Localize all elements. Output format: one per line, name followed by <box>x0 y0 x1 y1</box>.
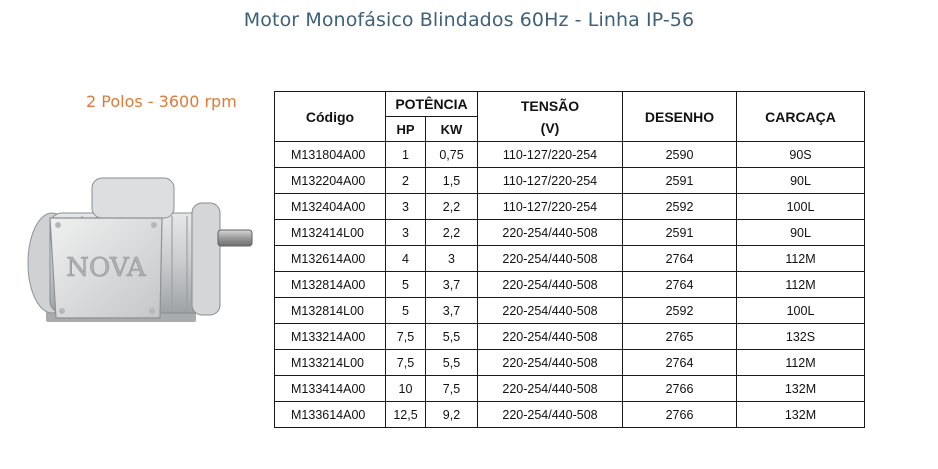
table-row <box>275 194 865 220</box>
table-row <box>275 220 865 246</box>
cell-carcaca: 132M <box>737 402 865 428</box>
cell-codigo: M132404A00 <box>275 194 386 220</box>
cell-carcaca: 100L <box>737 194 865 220</box>
page-title: Motor Monofásico Blindados 60Hz - Linha IP-56 <box>243 9 695 31</box>
cell-tensao: 110-127/220-254 <box>478 168 623 194</box>
cell-tensao: 220-254/440-508 <box>478 272 623 298</box>
table-row <box>275 350 865 376</box>
cell-hp: 5 <box>386 272 426 298</box>
header-kw: KW <box>426 117 478 142</box>
cell-desenho: 2766 <box>623 402 737 428</box>
cell-kw: 5,5 <box>426 350 478 376</box>
cell-tensao: 220-254/440-508 <box>478 376 623 402</box>
cell-hp: 7,5 <box>386 324 426 350</box>
spec-table-body <box>275 142 865 428</box>
cell-carcaca: 112M <box>737 272 865 298</box>
cell-tensao: 220-254/440-508 <box>478 350 623 376</box>
cell-carcaca: 90L <box>737 168 865 194</box>
table-row <box>275 272 865 298</box>
cell-codigo: M133414A00 <box>275 376 386 402</box>
cell-codigo: M132614A00 <box>275 246 386 272</box>
cell-tensao: 220-254/440-508 <box>478 220 623 246</box>
cell-tensao: 110-127/220-254 <box>478 142 623 168</box>
cell-codigo: M132814A00 <box>275 272 386 298</box>
cell-carcaca: 112M <box>737 350 865 376</box>
header-desenho: DESENHO <box>623 92 737 142</box>
motor-spec-table <box>274 91 865 428</box>
cell-hp: 3 <box>386 194 426 220</box>
cell-hp: 3 <box>386 220 426 246</box>
motor-shaft <box>218 230 252 246</box>
cell-hp: 7,5 <box>386 350 426 376</box>
cell-kw: 3 <box>426 246 478 272</box>
cell-tensao: 220-254/440-508 <box>478 298 623 324</box>
table-row <box>275 246 865 272</box>
cell-desenho: 2592 <box>623 194 737 220</box>
cell-codigo: M133214A00 <box>275 324 386 350</box>
cell-codigo: M132814L00 <box>275 298 386 324</box>
cell-kw: 1,5 <box>426 168 478 194</box>
cell-desenho: 2591 <box>623 220 737 246</box>
header-carcaca: CARCAÇA <box>737 92 865 142</box>
cell-tensao: 220-254/440-508 <box>478 324 623 350</box>
table-row <box>275 402 865 428</box>
table-row <box>275 376 865 402</box>
cell-tensao: 220-254/440-508 <box>478 402 623 428</box>
cell-desenho: 2764 <box>623 246 737 272</box>
cell-carcaca: 100L <box>737 298 865 324</box>
cell-kw: 2,2 <box>426 220 478 246</box>
cell-hp: 1 <box>386 142 426 168</box>
table-row <box>275 324 865 350</box>
cell-carcaca: 132M <box>737 376 865 402</box>
cell-hp: 10 <box>386 376 426 402</box>
cell-kw: 0,75 <box>426 142 478 168</box>
header-codigo: Código <box>275 92 386 142</box>
header-tensao-unit: (V) <box>540 119 560 136</box>
table-row <box>275 142 865 168</box>
motor-image <box>22 168 262 333</box>
cell-codigo: M132204A00 <box>275 168 386 194</box>
table-row <box>275 298 865 324</box>
cell-kw: 9,2 <box>426 402 478 428</box>
cell-tensao: 110-127/220-254 <box>478 194 623 220</box>
header-hp: HP <box>386 117 426 142</box>
cell-codigo: M133214L00 <box>275 350 386 376</box>
cell-kw: 7,5 <box>426 376 478 402</box>
motor-logo-text: NOVA <box>66 253 146 283</box>
cell-carcaca: 90S <box>737 142 865 168</box>
cell-desenho: 2766 <box>623 376 737 402</box>
cell-desenho: 2592 <box>623 298 737 324</box>
cell-desenho: 2591 <box>623 168 737 194</box>
header-tensao <box>478 92 623 142</box>
cell-hp: 5 <box>386 298 426 324</box>
cell-codigo: M133614A00 <box>275 402 386 428</box>
cell-desenho: 2764 <box>623 272 737 298</box>
cell-kw: 3,7 <box>426 272 478 298</box>
cell-tensao: 220-254/440-508 <box>478 246 623 272</box>
cell-carcaca: 132S <box>737 324 865 350</box>
cell-desenho: 2590 <box>623 142 737 168</box>
cell-carcaca: 112M <box>737 246 865 272</box>
cell-desenho: 2764 <box>623 350 737 376</box>
header-potencia: POTÊNCIA <box>386 92 478 117</box>
cell-kw: 3,7 <box>426 298 478 324</box>
capacitor-housing <box>92 178 174 218</box>
cell-desenho: 2765 <box>623 324 737 350</box>
cell-kw: 2,2 <box>426 194 478 220</box>
cell-carcaca: 90L <box>737 220 865 246</box>
header-tensao-label: TENSÃO <box>520 97 580 114</box>
cell-hp: 2 <box>386 168 426 194</box>
poles-subtitle: 2 Polos - 3600 rpm <box>86 92 237 111</box>
cell-codigo: M132414L00 <box>275 220 386 246</box>
cell-hp: 12,5 <box>386 402 426 428</box>
cell-kw: 5,5 <box>426 324 478 350</box>
motor-front-flange <box>192 203 220 315</box>
cell-hp: 4 <box>386 246 426 272</box>
table-row <box>275 168 865 194</box>
cell-codigo: M131804A00 <box>275 142 386 168</box>
